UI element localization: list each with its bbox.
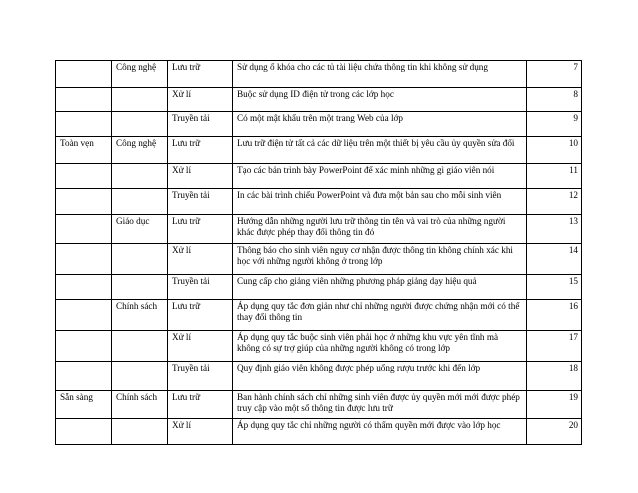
item-number-cell: 13	[527, 215, 582, 244]
description-cell: Có một mật khẩu trên một trang Web của lớp	[233, 112, 527, 137]
goal-cell	[56, 275, 112, 300]
description-cell: Quy định giáo viên không được phép uống rượu trước khi đến lớp	[233, 362, 527, 391]
category-cell	[112, 189, 168, 215]
item-number-cell: 9	[527, 112, 582, 137]
goal-cell	[56, 215, 112, 244]
item-number-cell: 8	[527, 88, 582, 112]
goal-cell	[56, 189, 112, 215]
action-cell: Lưu trữ	[168, 61, 233, 88]
description-cell: Lưu trữ điện tử tất cả các dữ liệu trên một thiết bị yêu cầu ủy quyền sửa đổi	[233, 137, 527, 164]
category-cell	[112, 331, 168, 362]
category-cell	[112, 88, 168, 112]
category-cell	[112, 362, 168, 391]
goal-cell	[56, 88, 112, 112]
description-cell: In các bài trình chiếu PowerPoint và đưa một bản sau cho mỗi sinh viên	[233, 189, 527, 215]
security-measures-table	[55, 60, 582, 445]
action-cell: Lưu trữ	[168, 300, 233, 331]
action-cell: Xử lí	[168, 164, 233, 189]
category-cell	[112, 244, 168, 275]
action-cell: Lưu trữ	[168, 215, 233, 244]
item-number-cell: 14	[527, 244, 582, 275]
description-cell: Thông báo cho sinh viên nguy cơ nhận được thông tin không chính xác khi học với những người không ở trong lớp	[233, 244, 527, 275]
table-row	[56, 362, 582, 391]
description-cell: Buộc sử dụng ID điện tử trong các lớp học	[233, 88, 527, 112]
table-row	[56, 215, 582, 244]
goal-cell	[56, 164, 112, 189]
table-row	[56, 164, 582, 189]
category-cell	[112, 112, 168, 137]
category-cell	[112, 275, 168, 300]
goal-cell	[56, 331, 112, 362]
category-cell: Công nghệ	[112, 137, 168, 164]
action-cell: Truyền tải	[168, 362, 233, 391]
description-cell: Sử dụng ổ khóa cho các tủ tài liệu chứa thông tin khi không sử dụng	[233, 61, 527, 88]
table-row	[56, 300, 582, 331]
action-cell: Truyền tải	[168, 275, 233, 300]
item-number-cell: 10	[527, 137, 582, 164]
category-cell: Công nghệ	[112, 61, 168, 88]
description-cell: Ban hành chính sách chỉ những sinh viên được ủy quyền mới mới được phép truy cập vào một số thông tin được lưu trữ	[233, 391, 527, 419]
table-row	[56, 331, 582, 362]
item-number-cell: 15	[527, 275, 582, 300]
category-cell	[112, 164, 168, 189]
action-cell: Xử lí	[168, 88, 233, 112]
action-cell: Truyền tải	[168, 112, 233, 137]
goal-cell: Sẵn sàng	[56, 391, 112, 419]
item-number-cell: 17	[527, 331, 582, 362]
description-cell: Áp dụng quy tắc chỉ những người có thẩm quyền mới được vào lớp học	[233, 419, 527, 445]
table-row	[56, 391, 582, 419]
description-cell: Tạo các bản trình bày PowerPoint để xác minh những gì giáo viên nói	[233, 164, 527, 189]
item-number-cell: 11	[527, 164, 582, 189]
goal-cell	[56, 419, 112, 445]
action-cell: Lưu trữ	[168, 391, 233, 419]
description-cell: Áp dụng quy tắc đơn giản như chỉ những người được chứng nhận mới có thể thay đổi thông tin	[233, 300, 527, 331]
item-number-cell: 20	[527, 419, 582, 445]
action-cell: Xử lí	[168, 331, 233, 362]
action-cell: Lưu trữ	[168, 137, 233, 164]
category-cell: Giáo dục	[112, 215, 168, 244]
goal-cell	[56, 244, 112, 275]
table-row	[56, 61, 582, 88]
description-cell: Hướng dẫn những người lưu trữ thông tin tên và vai trò của những người khác được phép thay đổi thông tin đó	[233, 215, 527, 244]
table-row	[56, 112, 582, 137]
action-cell: Xử lí	[168, 244, 233, 275]
item-number-cell: 18	[527, 362, 582, 391]
table-row	[56, 137, 582, 164]
category-cell: Chính sách	[112, 391, 168, 419]
table-row	[56, 275, 582, 300]
item-number-cell: 16	[527, 300, 582, 331]
table-row	[56, 244, 582, 275]
goal-cell	[56, 112, 112, 137]
item-number-cell: 7	[527, 61, 582, 88]
goal-cell	[56, 362, 112, 391]
item-number-cell: 19	[527, 391, 582, 419]
goal-cell: Toàn vẹn	[56, 137, 112, 164]
goal-cell	[56, 61, 112, 88]
table-row	[56, 88, 582, 112]
table-row	[56, 189, 582, 215]
action-cell: Truyền tải	[168, 189, 233, 215]
action-cell: Xử lí	[168, 419, 233, 445]
item-number-cell: 12	[527, 189, 582, 215]
description-cell: Áp dụng quy tắc buộc sinh viên phải học ở những khu vực yên tĩnh mà không có sự trợ giúp của những người không có trong lớp	[233, 331, 527, 362]
description-cell: Cung cấp cho giảng viên những phương pháp giảng dạy hiệu quả	[233, 275, 527, 300]
goal-cell	[56, 300, 112, 331]
table-row	[56, 419, 582, 445]
category-cell: Chính sách	[112, 300, 168, 331]
category-cell	[112, 419, 168, 445]
